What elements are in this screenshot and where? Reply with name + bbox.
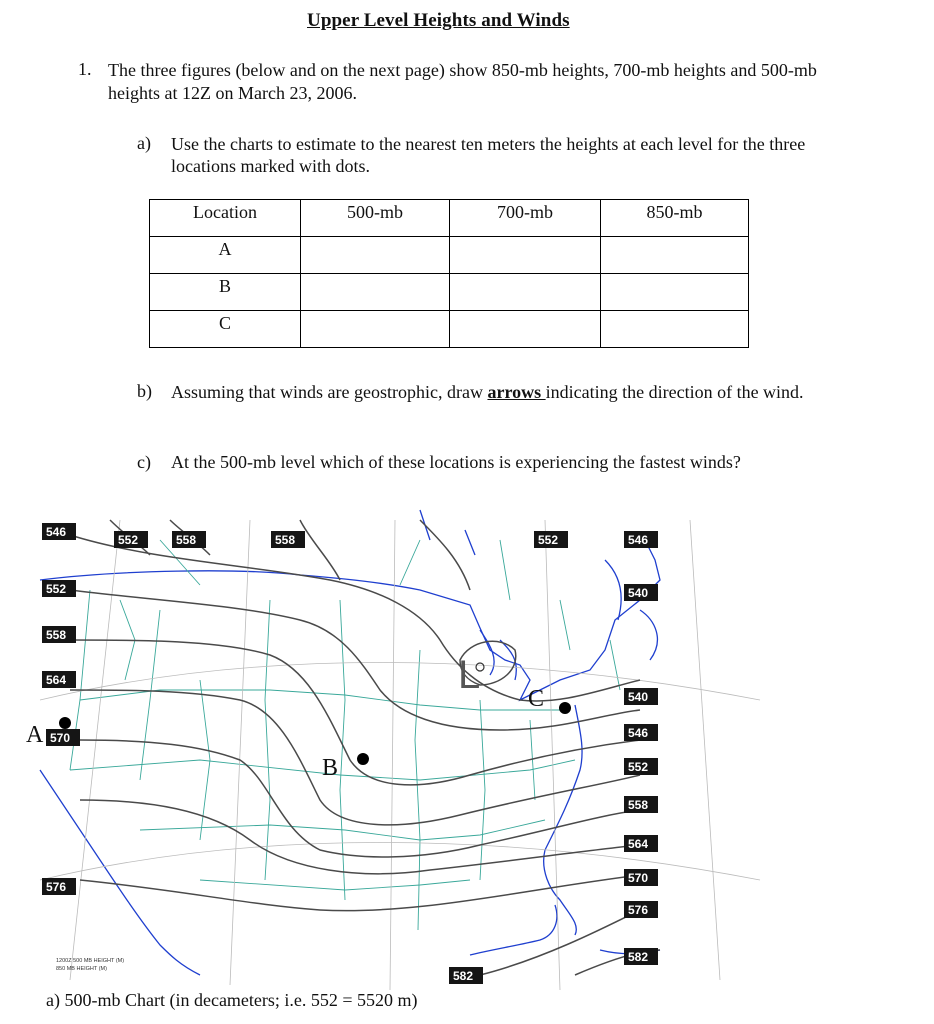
- height-label: [172, 531, 206, 548]
- height-label: [624, 758, 658, 775]
- height-label: [271, 531, 305, 548]
- height-label: [624, 531, 658, 548]
- arrows-emphasis: arrows: [487, 382, 546, 402]
- svg-text:558: 558: [628, 798, 649, 812]
- svg-text:552: 552: [538, 533, 559, 547]
- location-b-dot: [357, 753, 369, 765]
- svg-text:582: 582: [628, 950, 649, 964]
- table-header-cell: Location: [150, 200, 301, 237]
- svg-text:540: 540: [628, 690, 649, 704]
- answer-cell[interactable]: [601, 237, 749, 274]
- location-a-label: A: [26, 722, 44, 748]
- map-legend-line1: 1200Z 500 MB HEIGHT (M): [56, 958, 125, 964]
- answer-table: [149, 199, 749, 348]
- svg-text:546: 546: [628, 533, 649, 547]
- part-b-label: b): [137, 381, 152, 401]
- height-label: [42, 523, 76, 540]
- table-row: [150, 274, 749, 311]
- height-label: [449, 967, 483, 984]
- answer-cell[interactable]: [301, 274, 450, 311]
- page-title: Upper Level Heights and Winds: [307, 10, 570, 31]
- height-label: [42, 626, 76, 643]
- answer-cell[interactable]: [301, 237, 450, 274]
- table-header-cell: 850-mb: [601, 200, 749, 237]
- part-a-label: a): [137, 133, 151, 153]
- map-legend-line2: 850 MB HEIGHT (M): [56, 966, 107, 972]
- svg-text:540: 540: [628, 586, 649, 600]
- svg-text:576: 576: [628, 903, 649, 917]
- map-500mb-chart: [0, 500, 934, 990]
- svg-text:564: 564: [628, 837, 649, 851]
- map-caption: a) 500-mb Chart (in decameters; i.e. 552 = 5520 m): [46, 990, 418, 1010]
- svg-text:546: 546: [628, 726, 649, 740]
- answer-cell[interactable]: [450, 237, 601, 274]
- height-label: [42, 878, 76, 895]
- table-header-row: [150, 200, 749, 237]
- answer-cell[interactable]: [601, 311, 749, 348]
- svg-text:558: 558: [275, 533, 296, 547]
- coastline: [40, 510, 660, 975]
- table-row-label: A: [150, 237, 301, 274]
- svg-text:570: 570: [628, 871, 649, 885]
- svg-text:564: 564: [46, 673, 67, 687]
- height-label: [624, 724, 658, 741]
- answer-cell[interactable]: [301, 311, 450, 348]
- height-label: [114, 531, 148, 548]
- location-a-dot: [59, 717, 71, 729]
- answer-cell[interactable]: [601, 274, 749, 311]
- svg-text:570: 570: [50, 731, 71, 745]
- table-row-label: C: [150, 311, 301, 348]
- part-c-text: At the 500-mb level which of these locations is experiencing the fastest winds?: [171, 452, 741, 472]
- svg-text:582: 582: [453, 969, 474, 983]
- part-b-text: Assuming that winds are geostrophic, draw arrows indicating the direction of the wind.: [171, 382, 804, 402]
- height-label: [624, 901, 658, 918]
- question-text: The three figures (below and on the next page) show 850-mb heights, 700-mb heights and 500-mb heights at 12Z on March 23, 2006.: [108, 60, 817, 103]
- part-a-text: Use the charts to estimate to the nearest ten meters the heights at each level for the three locations marked with dots.: [171, 134, 806, 176]
- height-label: [42, 671, 76, 688]
- part-c-label: c): [137, 452, 151, 472]
- low-symbol: L: [458, 653, 481, 697]
- height-label: [42, 580, 76, 597]
- location-c-dot: [559, 702, 571, 714]
- table-header-cell: 700-mb: [450, 200, 601, 237]
- svg-text:558: 558: [46, 628, 67, 642]
- height-label: [624, 796, 658, 813]
- svg-text:552: 552: [628, 760, 649, 774]
- table-row: [150, 311, 749, 348]
- low-pressure-center: [458, 653, 484, 697]
- table-row: [150, 237, 749, 274]
- height-label: [624, 869, 658, 886]
- height-label: [624, 584, 658, 601]
- answer-cell[interactable]: [450, 274, 601, 311]
- svg-text:552: 552: [46, 582, 67, 596]
- location-b-label: B: [322, 755, 339, 781]
- table-header-cell: 500-mb: [301, 200, 450, 237]
- height-contours: [70, 520, 660, 975]
- height-label: [624, 688, 658, 705]
- answer-cell[interactable]: [450, 311, 601, 348]
- question-number: 1.: [78, 59, 92, 79]
- height-label: [46, 729, 80, 746]
- height-label: [624, 835, 658, 852]
- svg-text:558: 558: [176, 533, 197, 547]
- table-row-label: B: [150, 274, 301, 311]
- svg-text:546: 546: [46, 525, 67, 539]
- svg-text:552: 552: [118, 533, 139, 547]
- location-c-label: C: [528, 686, 545, 712]
- height-label: [534, 531, 568, 548]
- svg-text:576: 576: [46, 880, 67, 894]
- height-label: [624, 948, 658, 965]
